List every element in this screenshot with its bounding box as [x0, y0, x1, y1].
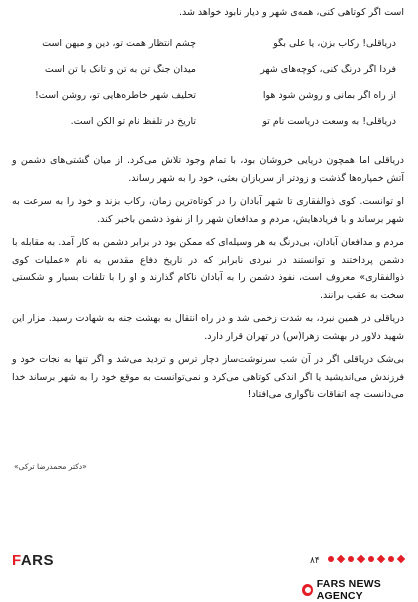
- poem-couplet: [20, 30, 396, 56]
- poem-hemistich-left: تاریخ در تلفظ نام تو الکن است.: [70, 115, 196, 127]
- poem-hemistich-right: دریاقلی! رکاب بزن، یا علی بگو: [273, 37, 396, 49]
- logo-rest: ARS: [20, 552, 55, 569]
- decorative-ornament-icon: [326, 552, 408, 566]
- poem-hemistich-left: تحلیف شهر خاطره‌هایی تو، روشن است!: [34, 89, 196, 101]
- poem-hemistich-left: چشم انتظار همت تو، دین و میهن است: [42, 37, 196, 49]
- paragraph: دریاقلی اما همچون دریایی خروشان بود، با تمام وجود تلاش می‌کرد. از میان گشتی‌های دشمن و آتش خمپاره‌ها گذشت و زودتر از سربازان بعثی، خود را به شهر رساند.: [12, 155, 404, 184]
- paragraph: بی‌شک دریاقلی اگر در آن شب سرنوشت‌ساز دچار ترس و تردید می‌شد و اگر تنها به نجات خود و فرزندش می‌اندیشید یا اگر اندکی کوتاهی می‌کرد و نمی‌توانست به موقع خود را به شهر برساند خدا می‌دانست چه اتفاقات ناگواری می‌افتاد!: [12, 354, 404, 400]
- body-text: [12, 152, 404, 410]
- poem-hemistich-right: فردا اگر درنگ کنی، کوچه‌های شهر: [260, 63, 396, 75]
- paragraph: مردم و مدافعان آبادان، بی‌درنگ به هر وسیله‌ای که ممکن بود در برابر دشمن به کار آمد. به مقابله با دشمن پرداختند و توانستند در نبردی نابرابر که در تاریخ دفاع مقدس به نام «عملیات کوی ذوالفقاری» معروف است، نفوذ دشمن را به آبادان ناکام گذارند و او را با تلفات بسیار و شکستی سخت به عقب برانند.: [12, 237, 404, 301]
- poem-block: [20, 30, 396, 134]
- logo-initial: F: [12, 552, 21, 569]
- agency-footer: [302, 578, 418, 602]
- poem-hemistich-left: میدان جنگ تن به تن و تانک با تن است: [44, 63, 196, 75]
- poem-couplet: [20, 108, 396, 134]
- author-signature: «دکتر محمدرضا ترکی»: [14, 462, 87, 471]
- fars-logo: [12, 552, 54, 569]
- paragraph: او توانست. کوی ذوالفقاری تا شهر آبادان را در کوتاه‌ترین زمان، رکاب بزند و خود را به سرعت به شهر برساند و با فریادهایش، مردم و مدافعان شهر را از نفوذ دشمن باخبر کند.: [12, 196, 404, 225]
- poem-couplet: [20, 82, 396, 108]
- poem-couplet: [20, 56, 396, 82]
- poem-hemistich-right: از راه اگر بمانی و روشن شود هوا: [262, 89, 396, 101]
- paragraph: دریاقلی در همین نبرد، به شدت زخمی شد و در راه انتقال به بهشت جنه به شهادت رسید. مزار این شهید دلاور در بهشت زهرا(س) در تهران قرار دارد.: [12, 313, 404, 342]
- agency-logo-icon: [302, 584, 313, 596]
- poem-hemistich-right: دریاقلی! به وسعت دریاست نام تو: [262, 115, 396, 127]
- agency-name: FARS NEWS AGENCY: [316, 578, 381, 602]
- intro-line: است اگر کوتاهی کنی، همه‌ی شهر و دیار نابود خواهد شد.: [178, 7, 404, 18]
- page-number: ۸۴: [310, 556, 320, 566]
